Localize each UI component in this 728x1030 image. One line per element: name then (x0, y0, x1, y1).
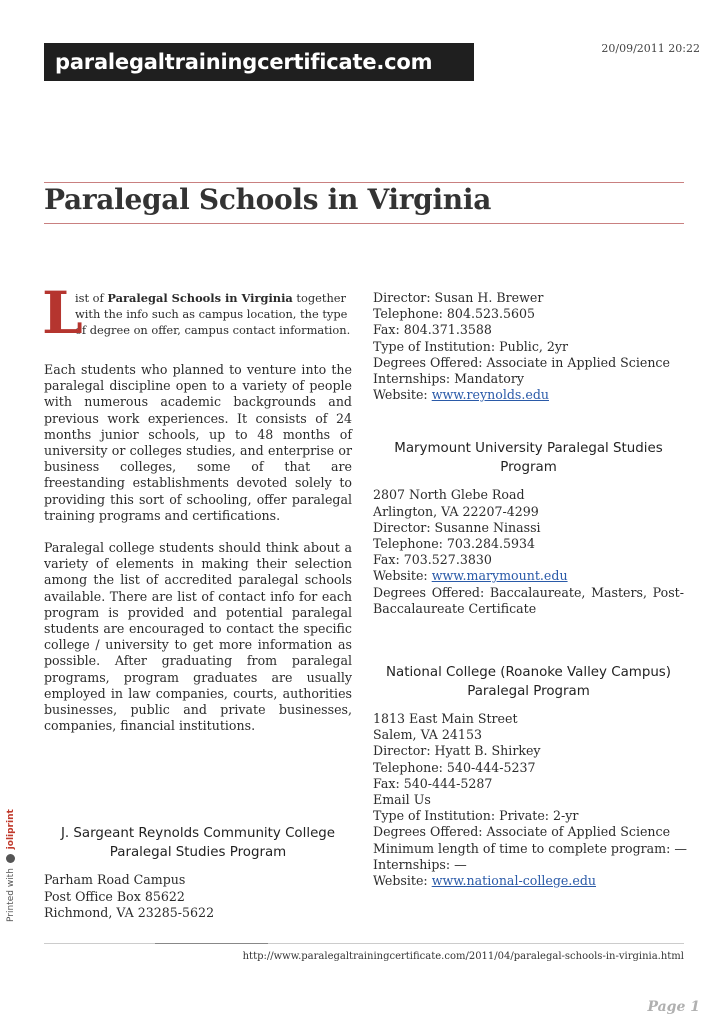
school1-detail: Director: Susan H. Brewer (373, 290, 544, 305)
school3-line: Minimum length of time to complete program: — (373, 840, 687, 856)
joliprint-logo-icon (6, 854, 15, 863)
drop-cap: L (42, 279, 83, 347)
joliprint-brand: joliprint (6, 809, 16, 850)
school3-line: Type of Institution: Private: 2-yr (373, 808, 579, 824)
page-number: Page 1 (647, 999, 700, 1015)
school2-line: Fax: 703.527.3830 (373, 552, 492, 568)
school3-heading: National College (Roanoke Valley Campus) Paralegal Program (385, 665, 672, 700)
website-label: Website: (373, 873, 432, 889)
school2-line: Arlington, VA 22207-4299 (373, 503, 539, 519)
footer-rule (44, 943, 684, 944)
body-paragraph-2: Paralegal college students should think about a variety of elements in making their selection among the list of accredited paralegal schools available. There are list of contact info for each program is provided and potential paralegal students are encouraged to contact the specific college / university to get more information as possible. After graduating from paralegal programs, program graduates are usually employed in law companies, courts, authorities businesses, public and private businesses, companies, financial institutions. (44, 540, 352, 734)
printed-with-label: Printed with (6, 868, 16, 922)
printed-with-badge[interactable] (6, 802, 22, 922)
school1-website-link[interactable]: www.reynolds.edu (431, 387, 549, 403)
school1-heading: J. Sargeant Reynolds Community College Paralegal Studies Program (60, 826, 336, 861)
school2-line: Telephone: 703.284.5934 (373, 536, 536, 552)
school3-line: Salem, VA 24153 (373, 727, 482, 743)
school2-degrees: Degrees Offered: Baccalaureate, Masters, Post-Baccalaureate Certificate (373, 584, 684, 616)
school2-line: Director: Susanne Ninassi (373, 519, 541, 535)
website-label: Website: (373, 568, 432, 584)
school1-detail: Degrees Offered: Associate in Applied Science (373, 354, 670, 370)
footer-url[interactable]: http://www.paralegaltrainingcertificate.com/2011/04/paralegal-schools-in-virginia.html (242, 951, 684, 962)
school1-website-row (373, 387, 684, 403)
school2-line: 2807 North Glebe Road (373, 487, 525, 503)
school1-detail: Fax: 804.371.3588 (373, 322, 492, 338)
school1-detail: Internships: Mandatory (373, 371, 524, 387)
school3-website-link[interactable]: www.national-college.edu (431, 873, 597, 889)
left-column (42, 279, 352, 921)
school3-line: Director: Hyatt B. Shirkey (373, 743, 541, 759)
school1-detail: Telephone: 804.523.5605 (373, 306, 536, 322)
school3-line: Fax: 540-444-5287 (373, 775, 493, 791)
page-title: Paralegal Schools in Virginia (44, 183, 492, 216)
school2-website-row (373, 568, 684, 584)
school3-line: Internships: — (373, 856, 467, 872)
body-paragraph-1: Each students who planned to venture into the paralegal discipline open to a variety of people with numerous academic backgrounds and previous work experiences. It consists of 24 months junior schools, up to 48 months of university or colleges studies, and enterprise or business colleges, some of that are freestanding establishments devoted solely to providing this sort of schooling, offer paralegal training programs and certifications. (44, 362, 352, 523)
school3-line: 1813 East Main Street (373, 711, 518, 727)
school3-line: Telephone: 540-444-5237 (373, 759, 536, 775)
title-rule-bottom (44, 223, 684, 224)
school1-line: Post Office Box 85622 (44, 888, 185, 904)
school3-email-link[interactable]: Email Us (373, 792, 431, 808)
print-timestamp: 20/09/2011 20:22 (601, 42, 700, 55)
school1-line: Richmond, VA 23285-5622 (44, 904, 215, 920)
school1-line: Parham Road Campus (44, 872, 186, 888)
school3-website-row (373, 873, 684, 889)
school2-heading: Marymount University Paralegal Studies Program (394, 441, 663, 476)
intro-pre: ist of (75, 291, 108, 305)
intro-post: together with the info such as campus location, the type of degree on offer, campus contact information. (75, 291, 351, 337)
footer-rule-accent (155, 943, 268, 944)
intro-text (75, 290, 352, 338)
site-name-badge[interactable]: paralegaltrainingcertificate.com (44, 43, 474, 81)
website-label: Website: (373, 387, 432, 403)
right-column (373, 290, 687, 889)
school3-line: Degrees Offered: Associate of Applied Science (373, 824, 671, 840)
school2-website-link[interactable]: www.marymount.edu (431, 568, 568, 584)
school1-detail: Type of Institution: Public, 2yr (373, 338, 569, 354)
intro-bold: Paralegal Schools in Virginia (107, 291, 293, 305)
intro-paragraph (42, 279, 352, 347)
